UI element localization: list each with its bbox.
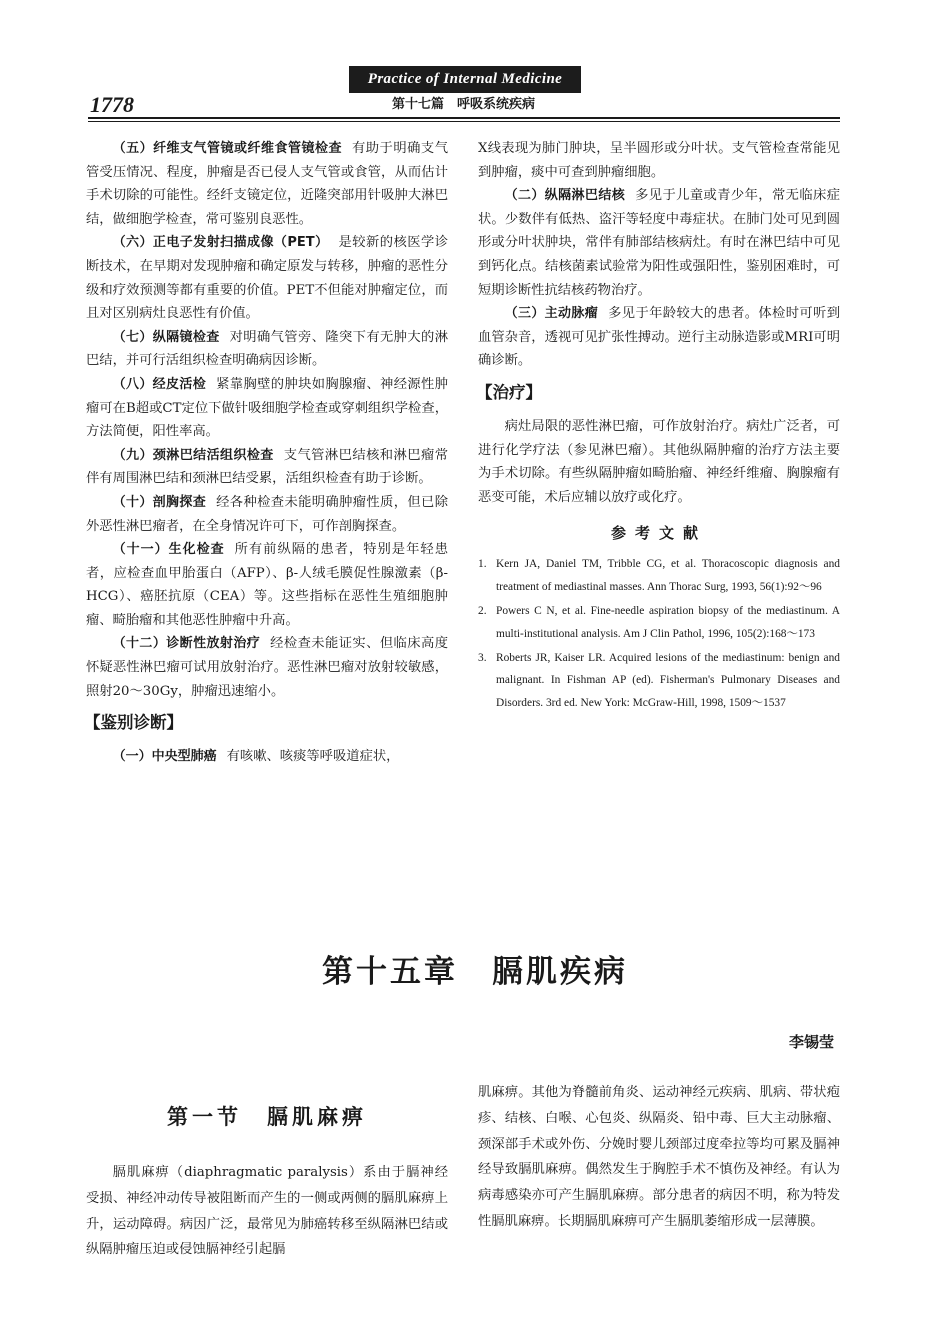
header-rule-thin: [88, 121, 840, 122]
reference-text: Powers C N, et al. Fine-needle aspiration biopsy of the mediastinum. A multi-institutional analysis. Am J Clin Pathol, 1996, 105(2):168～173: [496, 605, 840, 640]
item-text: 紧靠胸壁的肿块如胸腺瘤、神经源性肿瘤可在B超或CT定位下做针吸细胞学检查或穿刺组织学检查，方法简便，阳性率高。: [86, 376, 448, 440]
paragraph: [86, 326, 448, 373]
item-text: 有咳嗽、咳痰等呼吸道症状，: [226, 749, 400, 765]
section-label: 第十七篇 呼吸系统疾病: [392, 97, 536, 112]
right-column: [478, 137, 840, 716]
section-title: 第一节 膈肌麻痹: [167, 1105, 367, 1129]
reference-text: Kern JA, Daniel TM, Tribble CG, et al. Thoracoscopic diagnosis and treatment of mediastinal masses. Ann Thorac Surg, 1993, 56(1):92～96: [496, 558, 840, 593]
item-text: 对明确气管旁、隆突下有无肿大的淋巴结，并可行活组织检查明确病因诊断。: [86, 329, 448, 369]
header-rule-thick: [88, 117, 840, 119]
reference-text: Roberts JR, Kaiser LR. Acquired lesions of the mediastinum: benign and malignant. In Fishman AP (ed). Fisherman's Pulmonary Diseases and Disorders. 3rd ed. New York: McGraw-Hill, 1998, 1509～1537: [496, 651, 840, 709]
item-text: 多见于年龄较大的患者。体检时可听到血管杂音，透视可见扩张性搏动。逆行主动脉造影或MRI可明确诊断。: [478, 306, 840, 369]
page-number: 1778: [90, 92, 134, 117]
item-text: 是较新的核医学诊断技术，在早期对发现肿瘤和确定原发与转移，肿瘤的恶性分级和疗效预测等都有重要的价值。PET不但能对肿瘤定位，而且对区别病灶良恶性有价值。: [86, 235, 449, 322]
item-text: 多见于儿童或青少年，常无临床症状。少数伴有低热、盗汗等轻度中毒症状。在肺门处可见到圆形或分叶状肿块，常伴有肺部结核病灶。有时在淋巴结中可见到钙化点。结核菌素试验常为阳性或强阳性，鉴别困难时，可短期诊断性抗结核药物治疗。: [478, 188, 840, 298]
item-term: （一）中央型肺癌: [112, 749, 217, 765]
paragraph-continuation: X线表现为肺门肿块，呈半圆形或分叶状。支气管检查常能见到肿瘤，痰中可查到肿瘤细胞。: [478, 141, 840, 180]
paragraph: [478, 302, 840, 373]
reference-item: [478, 553, 840, 598]
intro-paragraph: 膈肌麻痹（diaphragmatic paralysis）系由于膈神经受损、神经冲动传导被阻断而产生的一侧或两侧的膈肌麻痹上升，运动障碍。病因广泛，最常见为肺癌转移至纵隔淋巴结或纵隔肿瘤压迫或侵蚀膈神经引起膈: [86, 1165, 448, 1258]
reference-number: 1.: [478, 558, 487, 571]
paragraph: [86, 538, 448, 632]
item-term: （二）纵隔淋巴结核: [504, 188, 626, 204]
chapter-right-column: [478, 1080, 840, 1235]
item-text: 所有前纵隔的患者，特别是年轻患者，应检查血甲胎蛋白（AFP）、β-人绒毛膜促性腺激素（β-HCG）、癌胚抗原（CEA）等。这些指标在恶性生殖细胞肿瘤、畸胎瘤和其他恶性肿瘤中升高。: [86, 542, 448, 628]
paragraph: [86, 137, 448, 231]
item-term: （九）颈淋巴结活组织检查: [112, 447, 274, 463]
paragraph: [478, 184, 840, 302]
intro-paragraph-continued: 肌麻痹。其他为脊髓前角炎、运动神经元疾病、肌病、带状疱疹、结核、白喉、心包炎、纵隔炎、铅中毒、巨大主动脉瘤、颈深部手术或外伤、分娩时婴儿颈部过度牵拉等均可累及膈神经导致膈肌麻痹。偶然发生于胸腔手术不慎伤及神经。有认为病毒感染亦可产生膈肌麻痹。部分患者的病因不明，称为特发性膈肌麻痹。长期膈肌麻痹可产生膈肌萎缩形成一层薄膜。: [478, 1085, 840, 1229]
paragraph: [86, 491, 448, 538]
item-text: 支气管淋巴结核和淋巴瘤常伴有周围淋巴结和颈淋巴结受累，活组织检查有助于诊断。: [86, 447, 448, 487]
reference-number: 3.: [478, 651, 487, 664]
differential-heading: 【鉴别诊断】: [84, 713, 183, 733]
chapter-left-column: [86, 1080, 448, 1263]
item-term: （十二）诊断性放射治疗: [112, 636, 261, 652]
item-term: （三）主动脉瘤: [504, 306, 599, 322]
reference-number: 2.: [478, 605, 487, 618]
item-term: （八）经皮活检: [112, 376, 207, 392]
left-column: [86, 137, 448, 769]
paragraph: [86, 745, 448, 769]
item-term: （五）纤维支气管镜或纤维食管镜检查: [112, 141, 342, 156]
reference-item: [478, 600, 840, 645]
paragraph: [86, 444, 448, 491]
treatment-heading: 【治疗】: [476, 382, 542, 402]
reference-list: [478, 553, 840, 714]
reference-item: [478, 647, 840, 714]
paragraph: [86, 231, 448, 325]
paragraph: [86, 373, 448, 444]
item-text: 经检查未能证实、但临床高度怀疑恶性淋巴瘤可试用放射治疗。恶性淋巴瘤对放射较敏感，照射20～30Gy，肿瘤迅速缩小。: [86, 636, 448, 699]
author-name: 李锡莹: [788, 1033, 834, 1051]
chapter-title: 第十五章 膈肌疾病: [322, 954, 628, 990]
item-text: 有助于明确支气管受压情况、程度，肿瘤是否已侵人支气管或食管，从而估计手术切除的可能性。经纤支镜定位，近隆突部用针吸肿大淋巴结，做细胞学检查，常可鉴别良恶性。: [86, 141, 448, 227]
journal-title-band: Practice of Internal Medicine: [349, 66, 581, 93]
item-term: （六）正电子发射扫描成像（PET）: [112, 235, 329, 251]
item-text: 经各种检查未能明确肿瘤性质，但已除外恶性淋巴瘤者，在全身情况许可下，可作剖胸探查。: [86, 494, 448, 534]
item-term: （十）剖胸探查: [112, 494, 207, 510]
item-term: （七）纵隔镜检查: [112, 329, 220, 345]
references-title: 参考文献: [610, 524, 707, 543]
treatment-paragraph: 病灶局限的恶性淋巴瘤，可作放射治疗。病灶广泛者，可进行化学疗法（参见淋巴瘤）。其他纵隔肿瘤的治疗方法主要为手术切除。有些纵隔肿瘤如畸胎瘤、神经纤维瘤、胸腺瘤有恶变可能，术后应辅以放疗或化疗。: [478, 418, 840, 505]
paragraph: [86, 632, 448, 703]
item-term: （十一）生化检查: [112, 542, 225, 558]
